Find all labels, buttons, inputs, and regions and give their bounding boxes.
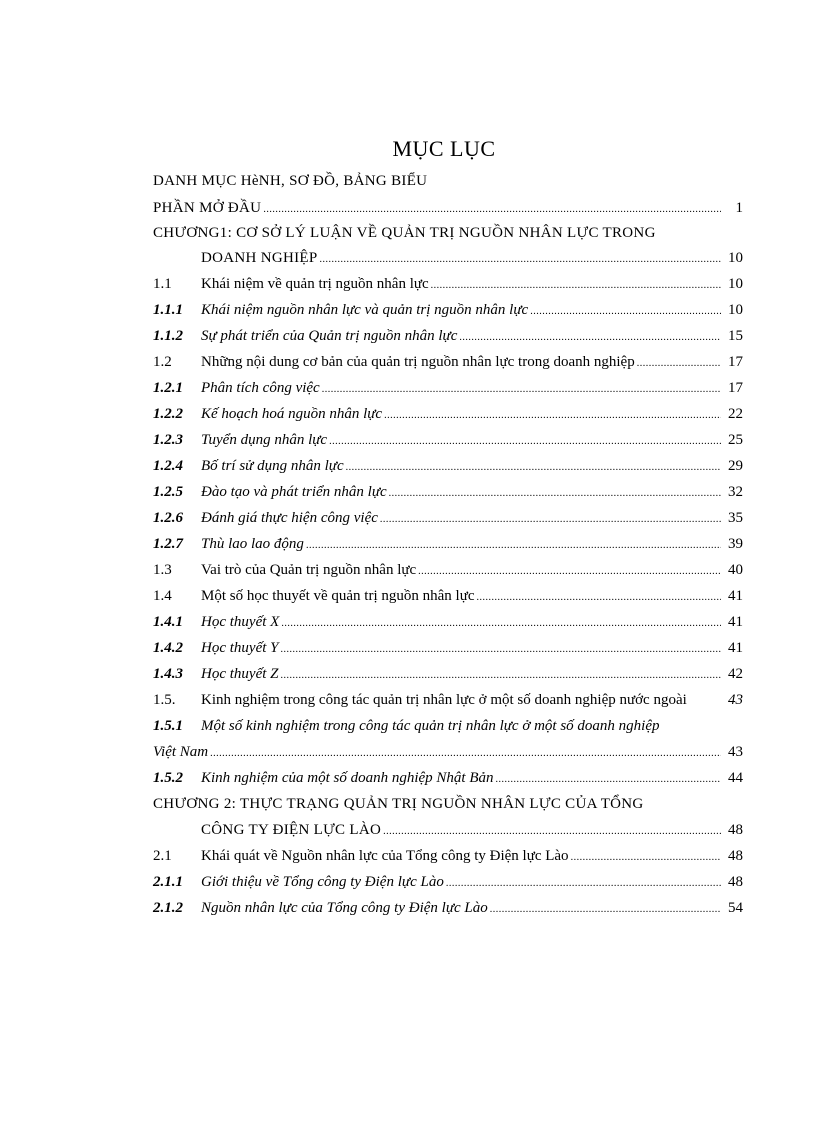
toc-entry-number: 1.5.2 [153,770,183,786]
toc-entry-title: Học thuyết X [201,614,280,630]
toc-entry-number: 1.2.3 [153,432,183,448]
toc-entry-title: Giới thiệu về Tổng công ty Điện lực Lào [201,874,444,890]
dot-leader [637,351,721,375]
toc-entry-number: 1.1.2 [153,328,183,344]
toc-entry [153,455,743,477]
toc-entry-page: 42 [728,666,743,682]
dot-leader [346,455,721,479]
toc-entry [153,403,743,425]
toc-entry [153,197,743,219]
toc-entry-title: Những nội dung cơ bản của quản trị nguồn nhân lực trong doanh nghiệp [201,354,635,370]
toc-entry-page: 25 [728,432,743,448]
toc-entry [153,897,743,919]
toc-entry-title: Kinh nghiệm của một số doanh nghiệp Nhật Bản [201,770,494,786]
toc-entry-page: 10 [728,302,743,318]
toc-entry [153,585,743,607]
toc-entry-number: 1.4 [153,588,172,604]
dot-leader [329,429,721,453]
toc-entry-page: 48 [728,848,743,864]
toc-entry-page: 17 [728,354,743,370]
toc-entry [153,377,743,399]
toc-entry-page: 54 [728,900,743,916]
dot-leader [263,197,721,221]
toc-entry-page: 44 [728,770,743,786]
toc-entry [153,637,743,659]
toc-entry [201,819,743,841]
toc-entry-page: 39 [728,536,743,552]
toc-entry-title: Phân tích công việc [201,380,320,396]
dot-leader [477,585,721,609]
toc-entry-title: Kế hoạch hoá nguồn nhân lực [201,406,383,422]
toc-entry-number: 2.1.2 [153,900,183,916]
toc-entry-title: Khái niệm về quản trị nguồn nhân lực [201,276,429,292]
toc-entry [153,481,743,503]
toc-entry-page: 10 [728,276,743,292]
dot-leader [530,299,721,323]
toc-entry-page: 29 [728,458,743,474]
dot-leader [383,819,721,843]
dot-leader [280,663,721,687]
dot-leader [322,377,721,401]
toc-entry-number: 1.1.1 [153,302,183,318]
toc-entry-number: 1.2 [153,354,172,370]
toc-entry-title: Kinh nghiệm trong công tác quản trị nhân lực ở một số doanh nghiệp nước ngoài [201,692,687,708]
toc-entry-title: Đào tạo và phát triển nhân lực [201,484,387,500]
toc-entry [153,170,743,192]
toc-entry-title: CHƯƠNG1: CƠ SỞ LÝ LUẬN VỀ QUẢN TRỊ NGUỒN NHÂN LỰC TRONG [153,225,656,241]
toc-entry-title: Bố trí sử dụng nhân lực [201,458,344,474]
toc-entry-number: 1.2.4 [153,458,183,474]
dot-leader [571,845,721,869]
toc-entry [153,559,743,581]
toc-entry [153,871,743,893]
toc-entry-page: 40 [728,562,743,578]
dot-leader [496,767,722,791]
toc-entry [153,507,743,529]
toc-entry-page: 17 [728,380,743,396]
toc-entry [153,741,743,763]
toc-entry-number: 1.4.2 [153,640,183,656]
toc-entry-title: DANH MỤC HèNH, SƠ ĐỒ, BẢNG BIỂU [153,173,428,189]
toc-entry-title: Sự phát triển của Quản trị nguồn nhân lực [201,328,458,344]
toc-entry-number: 2.1 [153,848,172,864]
dot-leader [320,247,721,271]
toc-entry [153,663,743,685]
toc-entry [153,222,743,244]
toc-entry-number: 1.4.1 [153,614,183,630]
toc-entry-page: 43 [728,744,743,760]
toc-entry [153,611,743,633]
dot-leader [431,273,721,297]
toc-entry [153,325,743,347]
toc-entry-number: 1.2.6 [153,510,183,526]
toc-entry-title: Khái quát về Nguồn nhân lực của Tổng công ty Điện lực Lào [201,848,569,864]
dot-leader [384,403,721,427]
toc-entry-page: 35 [728,510,743,526]
toc-entry-number: 1.5.1 [153,718,183,734]
dot-leader [459,325,721,349]
toc-entry-number: 2.1.1 [153,874,183,890]
toc-entry [153,767,743,789]
toc-entry-number: 1.1 [153,276,172,292]
toc-entry-page: 41 [728,640,743,656]
toc-entry-number: 1.2.7 [153,536,183,552]
dot-leader [281,611,721,635]
toc-entry-title: CÔNG TY ĐIỆN LỰC LÀO [201,822,382,838]
toc-entry [153,299,743,321]
dot-leader [306,533,721,557]
toc-entry-title: Thù lao lao động [201,536,304,552]
toc-entry [153,429,743,451]
toc-entry-number: 1.4.3 [153,666,183,682]
toc-entry [153,845,743,867]
dot-leader [389,481,721,505]
toc-entry [153,689,743,711]
toc-entry-page: 22 [728,406,743,422]
toc-entry-title: Đánh giá thực hiện công việc [201,510,378,526]
toc-entry-title: Một số kinh nghiệm trong công tác quản trị nhân lực ở một số doanh nghiệp [201,718,660,734]
toc-entry-number: 1.3 [153,562,172,578]
toc-entry-number: 1.2.5 [153,484,183,500]
toc-entry-page: 15 [728,328,743,344]
toc-entry-number: 1.2.1 [153,380,183,396]
toc-entry-page: 43 [728,692,743,708]
toc-title: MỤC LỤC [392,136,496,161]
toc-entry-title: Vai trò của Quản trị nguồn nhân lực [201,562,417,578]
toc-entry [153,351,743,373]
toc-entry-number: 1.5. [153,692,176,708]
toc-entry-page: 41 [728,614,743,630]
toc-entry-page: 48 [728,874,743,890]
toc-entry-title: Học thuyết Y [201,640,279,656]
toc-entry-title: DOANH NGHIỆP [201,250,318,266]
toc-entry [201,247,743,269]
dot-leader [490,897,721,921]
toc-entry [153,793,743,815]
toc-entry-title: PHẦN MỞ ĐẦU [153,200,262,216]
dot-leader [446,871,721,895]
toc-entry-page: 41 [728,588,743,604]
dot-leader [280,637,721,661]
toc-entry-title: Nguồn nhân lực của Tổng công ty Điện lực Lào [201,900,488,916]
toc-entry-page: 32 [728,484,743,500]
toc-entry-title: Tuyển dụng nhân lực [201,432,328,448]
toc-entry-title: Học thuyết Z [201,666,279,682]
dot-leader [418,559,721,583]
toc-entry-title: Việt Nam [153,744,209,760]
toc-entry-page: 48 [728,822,743,838]
toc-entry [153,533,743,555]
dot-leader [210,741,721,765]
toc-entry [153,273,743,295]
toc-entry [153,715,743,737]
toc-entry-title: Khái niệm nguồn nhân lực và quản trị nguồn nhân lực [201,302,529,318]
dot-leader [380,507,721,531]
toc-entry-page: 1 [735,200,743,216]
toc-entry-title: Một số học thuyết về quản trị nguồn nhân lực [201,588,475,604]
toc-entry-page: 10 [728,250,743,266]
toc-entry-number: 1.2.2 [153,406,183,422]
toc-entry-title: CHƯƠNG 2: THỰC TRẠNG QUẢN TRỊ NGUỒN NHÂN LỰC CỦA TỔNG [153,796,644,812]
